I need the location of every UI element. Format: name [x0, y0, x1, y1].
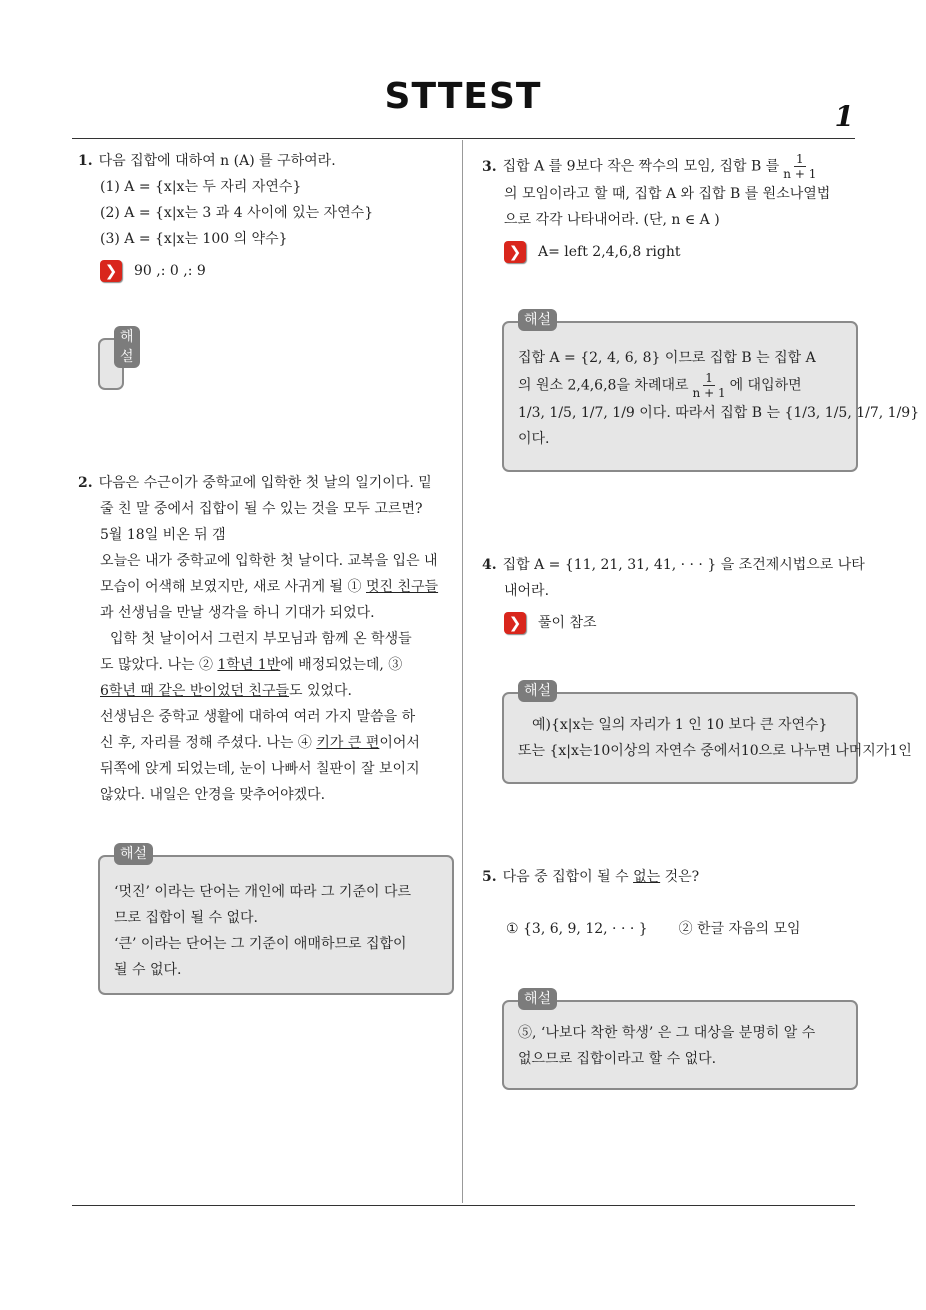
question-line-1: 다음은 수근이가 중학교에 입학한 첫 날의 일기이다. 밑 [98, 475, 432, 491]
choice-row [482, 916, 857, 942]
question-5 [482, 864, 857, 942]
diary-line: 뒤쪽에 앉게 되었는데, 눈이 나빠서 칠판이 잘 보이지 [100, 761, 420, 777]
fraction [691, 371, 728, 400]
set-b: {1/3, 1/5, 1/7, 1/9} [784, 405, 920, 421]
diary-line: 과 선생님을 만날 생각을 하니 기대가 되었다. [100, 605, 375, 621]
explanation-line: 집합 A = {2, 4, 6, 8} 이므로 집합 B 는 집합 A [518, 350, 816, 366]
question-text: 집합 A = {11, 21, 31, 41, · · · } 을 조건제시법으로 나타 [502, 557, 865, 573]
answer-text: A= left 2,4,6,8 right [538, 244, 681, 260]
question-text: 다음 중 집합이 될 수 [502, 869, 634, 885]
question-number: 2. [78, 475, 93, 491]
underlined-phrase-2: 1학년 1반 [217, 657, 281, 673]
diary-text: 도 있었다. [289, 683, 352, 699]
diary-line: 선생님은 중학교 생활에 대하여 여러 가지 말씀을 하 [100, 709, 416, 725]
diary-text: 신 후, 자리를 정해 주셨다. 나는 ④ [100, 735, 317, 751]
question-3 [482, 152, 857, 265]
explanation-line: 될 수 없다. [114, 962, 182, 978]
question-text: 것은? [660, 869, 700, 885]
question-4 [482, 552, 865, 636]
diary-text: 모습이 어색해 보였지만, 새로 사귀게 될 ① [100, 579, 366, 595]
question-number: 4. [482, 557, 497, 573]
diary-text: 도 많았다. 나는 ② [100, 657, 218, 673]
question-line-2: 줄 친 말 중에서 집합이 될 수 있는 것을 모두 고르면? [100, 501, 423, 517]
question-text: 다음 집합에 대하여 n (A) 를 구하여라. [98, 153, 336, 169]
fraction-denominator: n + 1 [783, 167, 817, 181]
underlined-phrase-3: 6학년 때 같은 반이었던 친구들 [100, 683, 289, 699]
answer-row [482, 239, 857, 265]
top-rule [72, 138, 855, 139]
fraction-denominator: n + 1 [692, 386, 726, 400]
diary-line [78, 678, 458, 704]
item-2: (2) A = {x|x는 3 과 4 사이에 있는 자연수} [100, 205, 374, 221]
diary-line: 오늘은 내가 중학교에 입학한 첫 날이다. 교복을 입은 내 [100, 553, 438, 569]
fraction-numerator: 1 [705, 371, 713, 385]
explanation-line [518, 371, 842, 400]
choice-2: ② 한글 자음의 모임 [678, 921, 801, 937]
column-divider [462, 140, 463, 1203]
explanation-line: ⑤, ‘나보다 착한 학생’ 은 그 대상을 분명히 알 수 [518, 1025, 816, 1041]
item-3: (3) A = {x|x는 100 의 약수} [100, 231, 288, 247]
underlined-word: 없는 [633, 869, 661, 885]
explanation-line [518, 400, 920, 426]
diary-line: 입학 첫 날이어서 그런지 부모님과 함께 온 학생들 [110, 631, 412, 647]
explanation-tag: 해설 [518, 309, 557, 331]
fraction [781, 152, 818, 181]
diary-line [78, 574, 458, 600]
answer-row [482, 610, 857, 636]
diary-text: 이어서 [379, 735, 420, 751]
answer-text: 90 ,: 0 ,: 9 [134, 263, 206, 279]
question-line: 의 모임이라고 할 때, 집합 A 와 집합 B 를 원소나열법 [504, 186, 831, 202]
question-1 [78, 148, 458, 284]
explanation-tag: 해설 [114, 843, 153, 865]
question-number: 1. [78, 153, 93, 169]
answer-row [78, 258, 458, 284]
question-line: 내어라. [504, 583, 550, 599]
diary-line [78, 652, 458, 678]
chevron-right-icon: ❯ [504, 241, 526, 263]
explanation-line: 므로 집합이 될 수 없다. [114, 910, 258, 926]
explanation-line: 또는 {x|x는10이상의 자연수 중에서10으로 나누면 나머지가1인 [518, 743, 912, 759]
choice-1: ① {3, 6, 9, 12, · · · } [506, 921, 648, 937]
fraction-list: 1/3, 1/5, 1/7, 1/9 [518, 405, 635, 421]
diary-line: 않았다. 내일은 안경을 맞추어야겠다. [100, 787, 326, 803]
explanation-line: 이다. [518, 431, 550, 447]
explanation-box-4 [502, 683, 912, 784]
page-title: STTEST [384, 76, 542, 117]
explanation-text: 의 원소 2,4,6,8을 차례대로 [518, 377, 689, 394]
explanation-line: 예){x|x는 일의 자리가 1 인 10 보다 큰 자연수} [532, 717, 828, 733]
diary-line [78, 730, 458, 756]
item-1: (1) A = {x|x는 두 자리 자연수} [100, 179, 302, 195]
question-line: 으로 각각 나타내어라. (단, n ∈ A ) [504, 212, 720, 228]
answer-text: 풀이 참조 [538, 615, 597, 631]
explanation-line: 없으므로 집합이라고 할 수 없다. [518, 1051, 717, 1067]
question-text: 집합 A 를 9보다 작은 짝수의 모임, 집합 B 를 [502, 158, 780, 175]
explanation-box-5 [502, 991, 858, 1090]
question-number: 5. [482, 869, 497, 885]
page-number: 1 [834, 100, 854, 133]
explanation-text: 에 대입하면 [729, 377, 802, 394]
question-2 [78, 470, 458, 808]
explanation-tag: 해설 [518, 680, 557, 702]
explanation-tag: 해설 [518, 988, 557, 1010]
chevron-right-icon: ❯ [100, 260, 122, 282]
diary-date: 5월 18일 비온 뒤 갬 [100, 527, 226, 543]
explanation-box-1 [98, 329, 134, 390]
explanation-tag: 해설 [114, 326, 140, 368]
underlined-phrase-1: 멋진 친구들 [366, 579, 439, 595]
explanation-box-2 [98, 846, 454, 995]
diary-text: 에 배정되었는데, ③ [280, 657, 403, 673]
question-number: 3. [482, 158, 497, 175]
explanation-line: ‘멋진’ 이라는 단어는 개인에 따라 그 기준이 다르 [114, 884, 412, 900]
fraction-numerator: 1 [796, 152, 804, 166]
chevron-right-icon: ❯ [504, 612, 526, 634]
explanation-line: ‘큰’ 이라는 단어는 그 기준이 애매하므로 집합이 [114, 936, 407, 952]
explanation-box-3 [502, 312, 920, 472]
underlined-phrase-4: 키가 큰 편 [316, 735, 380, 751]
bottom-rule [72, 1205, 855, 1206]
explanation-text: 이다. 따라서 집합 B 는 [639, 405, 781, 421]
